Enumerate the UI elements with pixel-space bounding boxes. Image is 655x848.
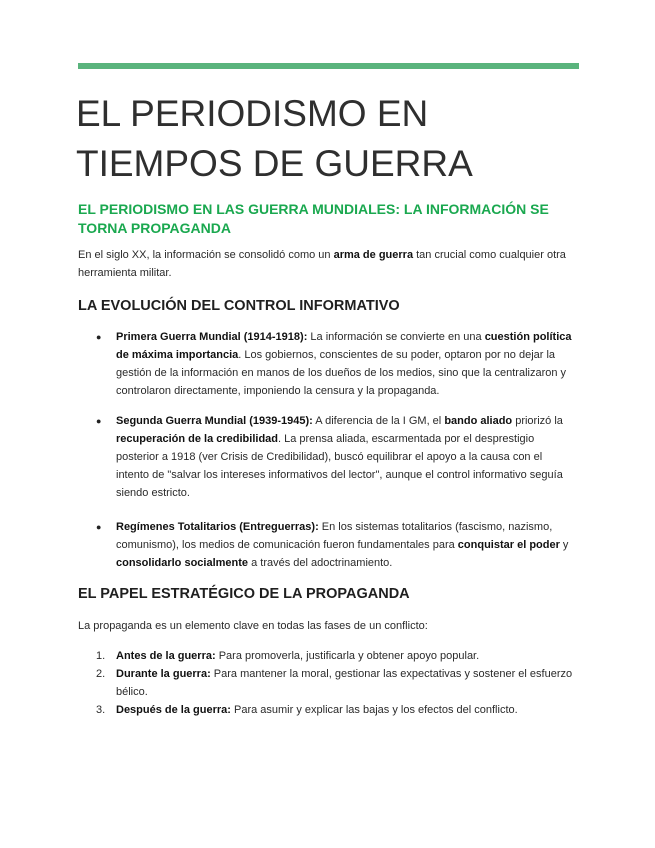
page-subtitle: EL PERIODISMO EN LAS GUERRA MUNDIALES: LA INFORMACIÓN SE TORNA PROPAGANDA [78,201,549,236]
list-number: 2. [96,668,106,680]
bullet-label: Segunda Guerra Mundial (1939-1945): [116,415,313,427]
bullet-label: Primera Guerra Mundial (1914-1918): [116,331,308,343]
section-heading-propaganda: EL PAPEL ESTRATÉGICO DE LA PROPAGANDA [78,586,410,602]
item-text: Para promoverla, justificarla y obtener apoyo popular. [215,650,480,662]
item-label: Durante la guerra: [116,668,211,680]
item-label: Después de la guerra: [116,704,231,716]
title-line-2: TIEMPOS DE GUERRA [76,143,473,184]
bullet-bold: consolidarlo socialmente [116,557,249,569]
bullet-label: Regímenes Totalitarios (Entreguerras): [116,521,319,533]
item-label: Antes de la guerra: [116,650,216,662]
bullet-text: En los sistemas totalitarios (fascismo, nazismo, comunismo), los medios de comunicación fueron fundamentales para [116,521,553,551]
bullet-text: A diferencia de la I GM, el [312,415,445,427]
bullet-text: y [559,539,569,551]
bullet-text: . Los gobiernos, conscientes de su poder, optaron por no dejar la gestión de la información en manos de los dueños de los medios, sino que la centralizaron y controlaron directamente, imponiendo la censura y la propaganda. [116,349,567,397]
item-text: Para asumir y explicar las bajas y los efectos del conflicto. [230,704,518,716]
list-number: 1. [96,650,106,662]
control-bullet-list [78,328,578,586]
list-item [78,412,578,502]
list-item [78,701,578,719]
bullet-text: La información se convierte en una [307,331,485,343]
bullet-text: a través del adoctrinamiento. [248,557,393,569]
bullet-bold: recuperación de la credibilidad [116,433,278,445]
intro-bold: arma de guerra [333,249,414,261]
propaganda-numbered-list [78,647,578,719]
list-item [78,328,578,400]
intro-paragraph [78,246,578,282]
section-heading-control: LA EVOLUCIÓN DEL CONTROL INFORMATIVO [78,298,400,314]
bullet-bold: bando aliado [444,415,513,427]
list-number: 3. [96,704,106,716]
page-title [76,89,596,189]
propaganda-intro: La propaganda es un elemento clave en todas las fases de un conflicto: [78,620,428,632]
top-accent-rule [78,63,579,69]
intro-text-before: En el siglo XX, la información se consolidó como un [78,249,334,261]
bullet-text: . La prensa aliada, escarmentada por el desprestigio posterior a 1918 (ver Crisis de Credibilidad), buscó equilibrar el apoyo a la causa con el intento de "salvar los intereses informativos del lector", aunque el control informativo seguía siendo estricto. [116,433,563,499]
list-item [78,665,578,701]
bullet-bold: conquistar el poder [457,539,560,551]
bullet-bold: cuestión política de máxima importancia [116,331,572,361]
bullet-text: priorizó la [512,415,563,427]
title-line-1: EL PERIODISMO EN [76,93,429,134]
intro-text-after: tan crucial como cualquier otra herramienta militar. [78,249,566,279]
list-item [78,518,578,572]
list-item [78,647,578,665]
item-text: Para mantener la moral, gestionar las expectativas y sostener el esfuerzo bélico. [116,668,573,698]
